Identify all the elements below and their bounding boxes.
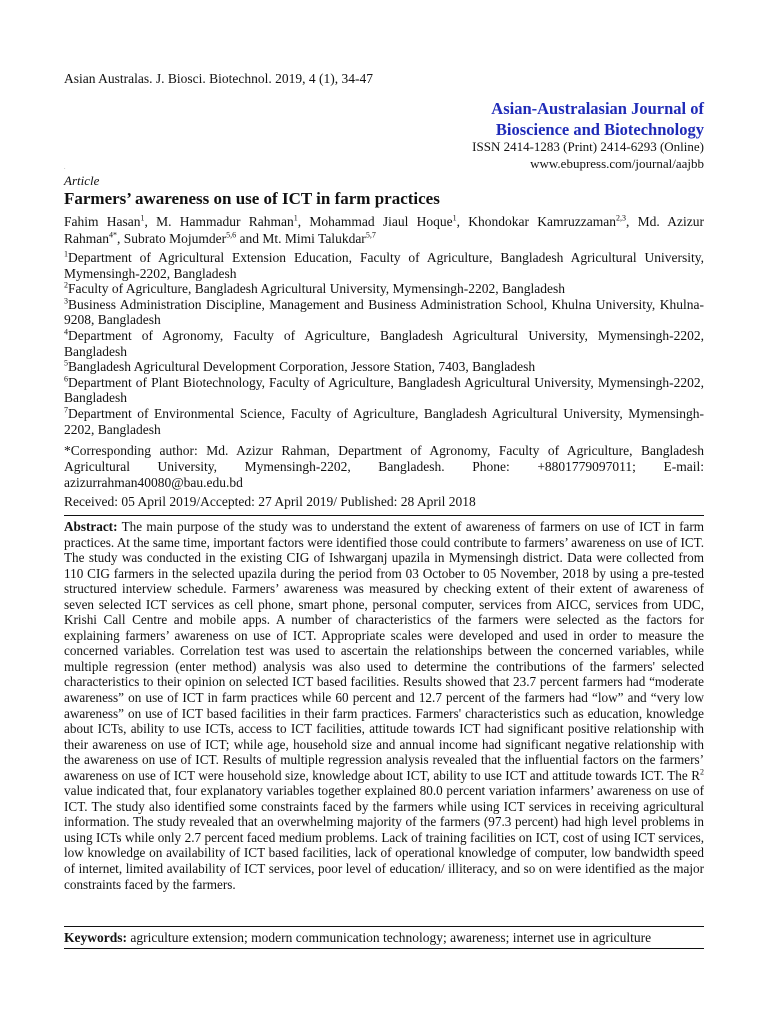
author: Md. Azizur Rahman$^{4*}$, [64,214,705,246]
article-type: Article [64,173,100,188]
journal-name-line1: Asian-Australasian Journal of [491,99,704,118]
journal-citation: Asian Australas. J. Biosci. Biotechnol. 2019, 4 (1), 34-47 [64,71,373,86]
affiliation: $^2$Faculty of Agriculture, Bangladesh Agricultural University, Mymensingh-2202, Bangladesh [64,280,566,297]
journal-website-link[interactable]: www.ebupress.com/journal/aajbb [530,156,704,171]
affiliation: $^7$Department of Environmental Science, Faculty of Agriculture, Bangladesh Agricultural University, Mymensingh-2202, Bangladesh [64,405,704,437]
affiliation: $^1$Department of Agricultural Extension Education, Faculty of Agriculture, Bangladesh Agricultural University, Mymensingh-2202, Bangladesh [64,249,704,281]
decorative-dot: . [64,165,66,171]
publication-dates: Received: 05 April 2019/Accepted: 27 April 2019/ Published: 28 April 2018 [64,494,476,509]
author: Mohammad Jiaul Hoque$^1$, [309,213,469,229]
abstract-text-cont: value indicated that, four explanatory variables together explained 80.0 percent variation infarmers’ awareness on use of ICT. The study also identified some constraints faced by the farmers while using ICT services in receiving agricultural information. The study revealed that an overwhelming majority of the farmers (97.3 percent) had high level problems in using ICTs while only 2.7 percent faced medium problems. Lack of training facilities on ICT, cost of using ICT services, low knowledge on availability of ICT based facilities, lack of operational knowledge of computer, low bandwidth speed of internet, limited availability of ICT services, poor level of education/ illiteracy, and so on were identified as the major constraints faced by the farmers. [64,783,704,892]
keywords-bottom-rule [64,948,704,949]
author-list [64,213,704,247]
affiliation-list [64,250,704,437]
abstract-label: Abstract: [64,519,118,534]
affiliation: $^6$Department of Plant Biotechnology, Faculty of Agriculture, Bangladesh Agricultural University, Mymensingh-2202, Bangladesh [64,374,704,406]
abstract-text: The main purpose of the study was to understand the extent of awareness of farmers on use of ICT in farm practices. At the same time, important factors were identified those could contribute to farmers’ awareness on use of ICT. The study was conducted in the existing CIG of Ishwarganj upazila in Mymensingh district. Data were collected from 110 CIG farmers in the selected upazila during the period from 03 October to 05 November, 2018 by using a pre-tested structured interview schedule. Farmers’ awareness was measured by checking extent of their extent of awareness of seven selected ICT services as cell phone, smart phone, personal computer, services from AICC, services from UDC, Krishi Call Centre and mobile apps. A number of characteristics of the farmers were selected as the factors for explaining farmers’ awareness on use of ICT. Appropriate scales were developed and used in order to measure the concerned variables. Correlation test was used to ascertain the relationships between the concerned variables, while multiple regression (enter method) analysis was also used to determine the contributions of the farmers' selected characteristics to their opinion on selected ICT based facilities. Results showed that 23.7 percent farmers had “moderate awareness” on use of ICT in farm practices while 60 percent and 12.7 percent of the farmers had “low” and “very low awareness” on use of ICT based facilities in their farm practices. Farmers' characteristics such as education, knowledge about ICTs, ability to use ICTs, access to ICT facilities, attitude towards ICT had significant positive relationship with their awareness on use of ICT; while age, household size and annual income had significant negative relationship with the awareness on use of ICT. Results of multiple regression analysis revealed that the influential factors on the farmers’ awareness on use of ICT were household size, knowledge about ICT, ability to use ICT and attitude towards ICT. The R [64,519,704,783]
author: Khondokar Kamruzzaman$^{2,3}$, [468,213,638,229]
journal-name[interactable] [491,98,704,140]
paper-title: Farmers’ awareness on use of ICT in farm practices [64,189,440,208]
keywords-label: Keywords: [64,930,127,945]
abstract [64,519,704,892]
author: Fahim Hasan$^1$, [64,213,157,229]
abstract-top-rule [64,515,704,516]
keywords-text: agriculture extension; modern communication technology; awareness; internet use in agriculture [127,930,652,945]
author: Subrato Mojumder$^{5,6}$ and [123,230,263,246]
keywords [64,930,704,946]
abstract-bottom-rule [64,926,704,927]
affiliation: $^5$Bangladesh Agricultural Development Corporation, Jessore Station, 7403, Bangladesh [64,358,536,375]
author: M. Hammadur Rahman$^1$, [156,213,310,229]
corresponding-author: *Corresponding author: Md. Azizur Rahman, Department of Agronomy, Faculty of Agriculture, Bangladesh Agricultural University, Mymensingh-2202, Bangladesh. Phone: +8801779097011; E-mail: azizurrahman40080@bau.edu.bd [64,443,704,490]
issn: ISSN 2414-1283 (Print) 2414-6293 (Online) [472,139,704,154]
affiliation: $^3$Business Administration Discipline, Management and Business Administration School, Khulna University, Khulna-9208, Bangladesh [64,296,704,328]
journal-info [472,138,704,172]
affiliation: $^4$Department of Agronomy, Faculty of Agriculture, Bangladesh Agricultural University, Mymensingh-2202, Bangladesh [64,327,704,359]
journal-name-line2: Bioscience and Biotechnology [495,120,704,139]
abstract-superscript: 2 [700,767,704,777]
author: Mt. Mimi Talukdar$^{5,7}$ [262,230,376,246]
